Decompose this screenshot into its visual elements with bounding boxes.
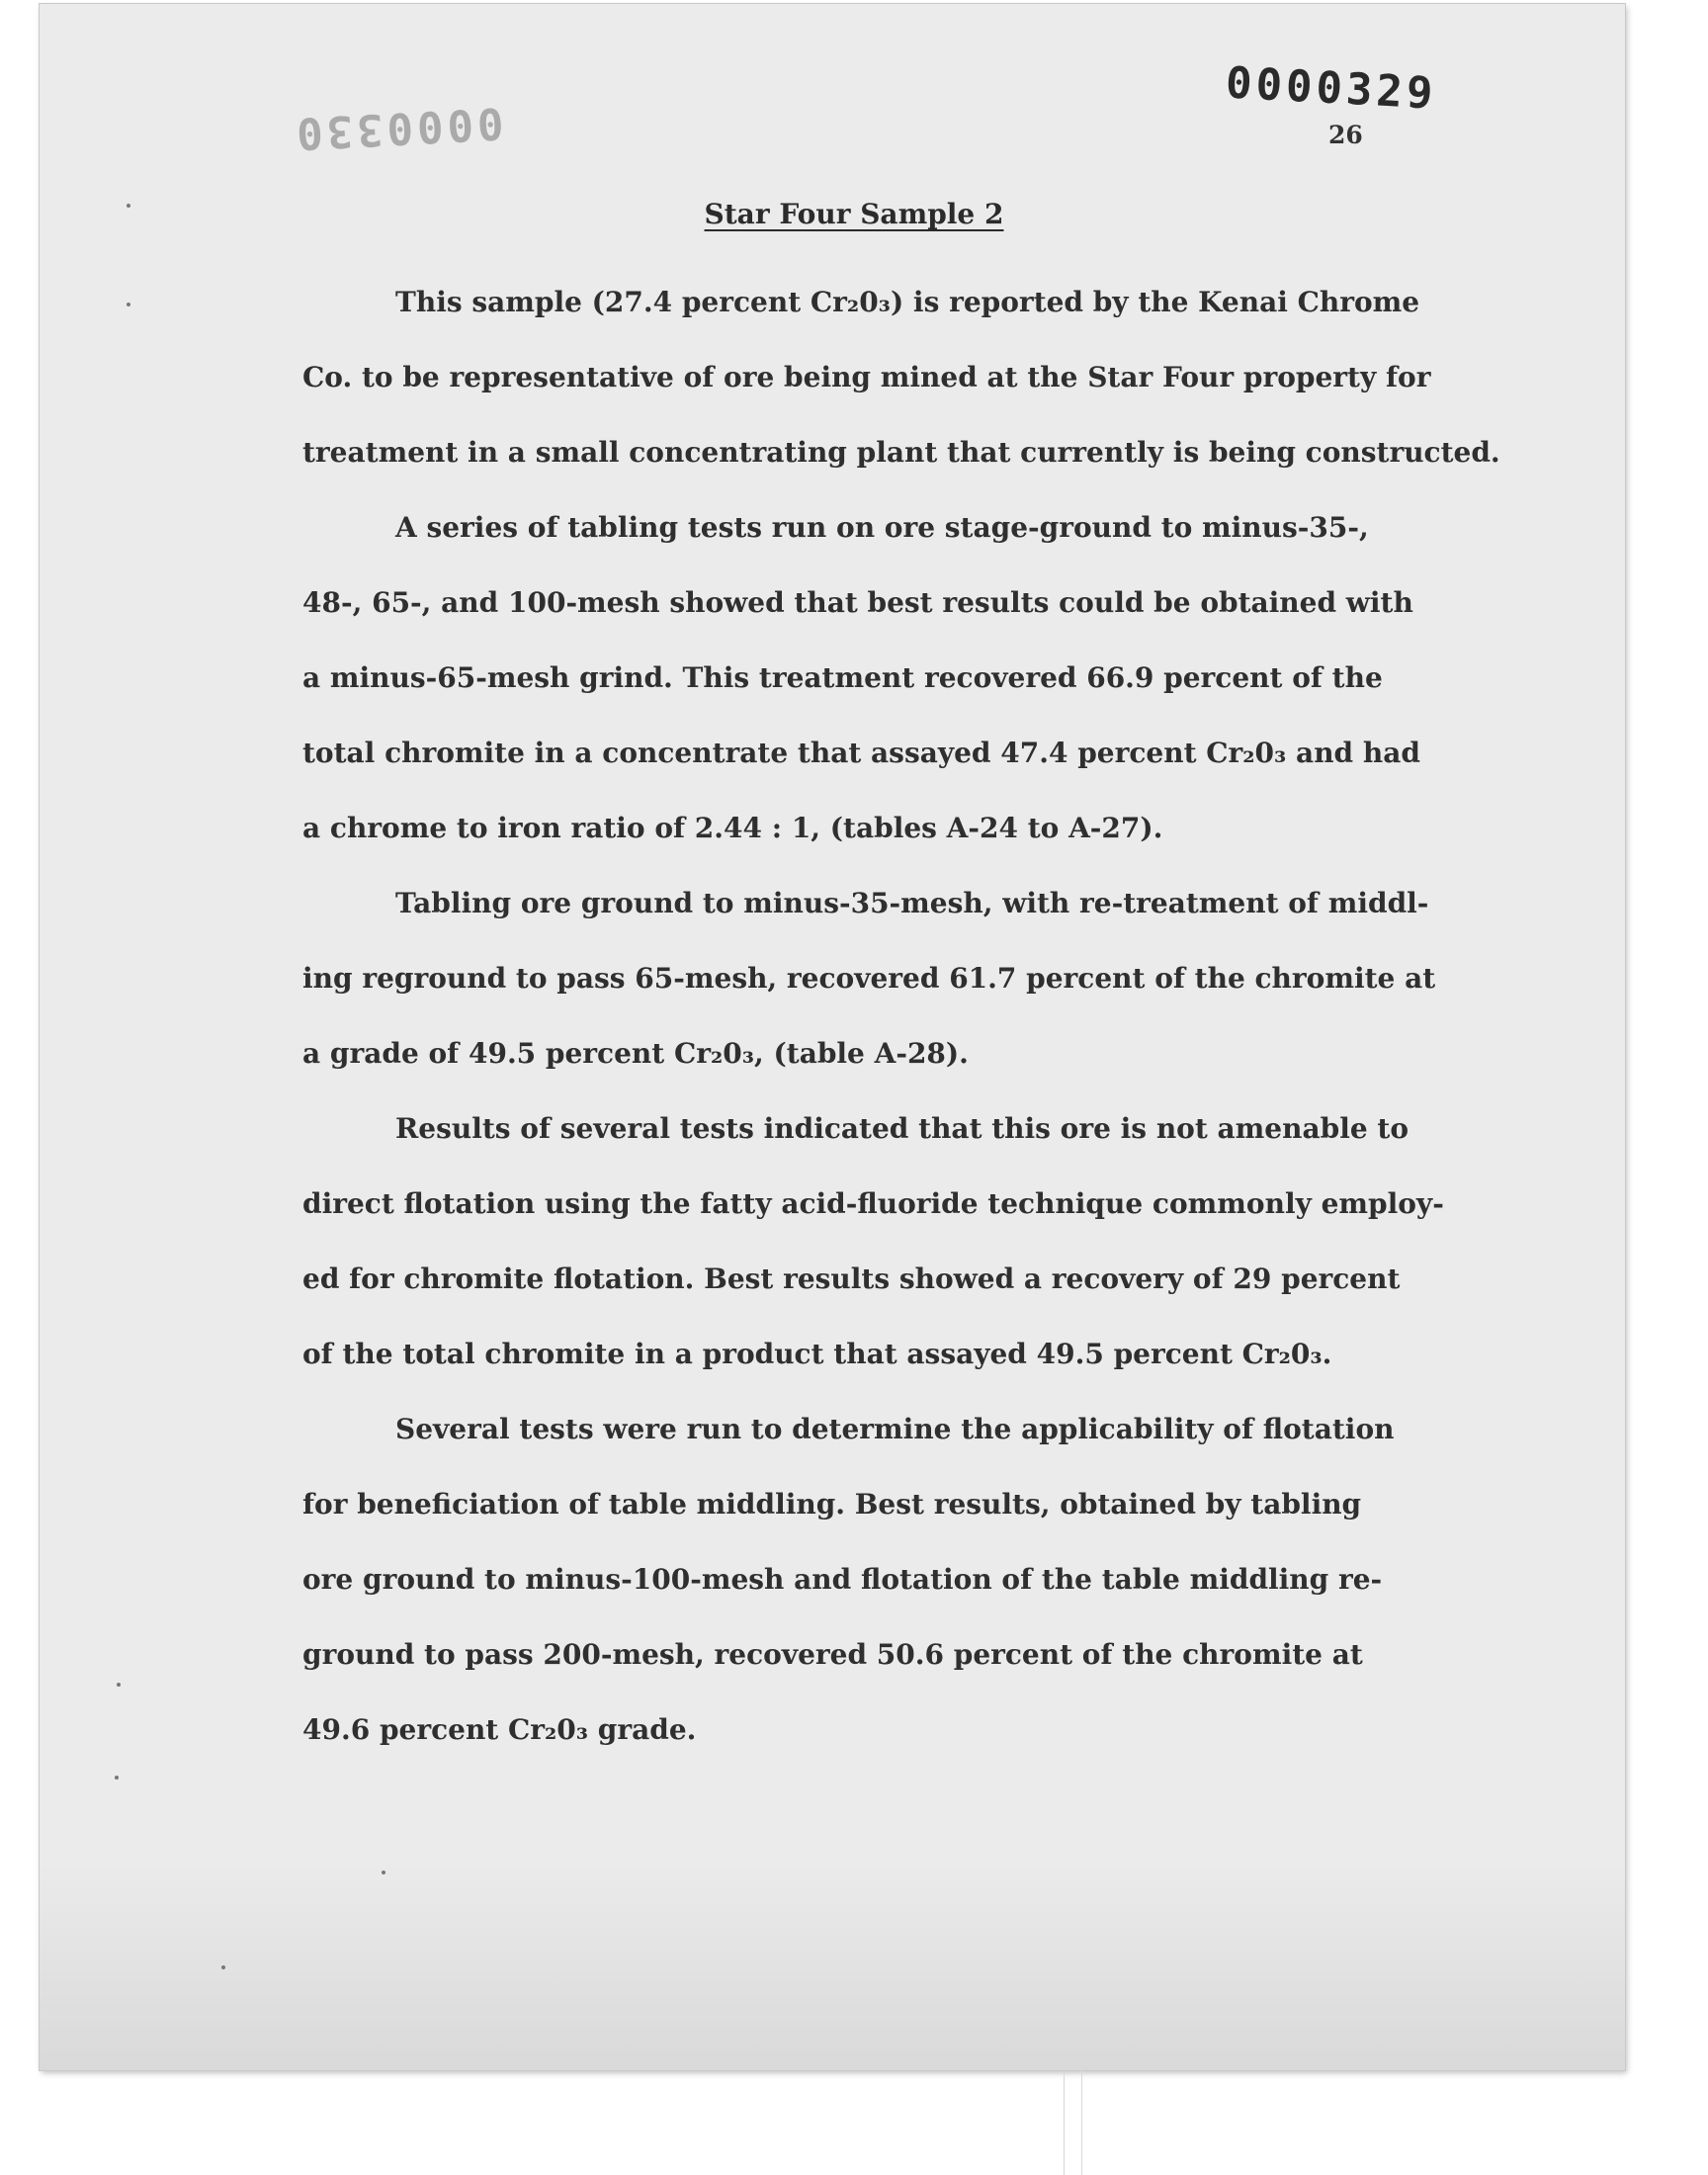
text-line: treatment in a small concentrating plant that currently is being constructed.	[302, 436, 1500, 469]
text-line: Results of several tests indicated that this ore is not amenable to	[395, 1112, 1409, 1145]
text-line: ing reground to pass 65-mesh, recovered 61.7 percent of the chromite at	[302, 962, 1436, 995]
text-line: for beneficiation of table middling. Best results, obtained by tabling	[302, 1488, 1362, 1521]
text-line: a minus-65-mesh grind. This treatment recovered 66.9 percent of the	[302, 661, 1383, 694]
scan-edge-line	[1064, 2070, 1065, 2175]
text-line: 48-, 65-, and 100-mesh showed that best results could be obtained with	[302, 586, 1413, 619]
scan-speck	[127, 303, 130, 306]
text-line: a chrome to iron ratio of 2.44 : 1, (tables A-24 to A-27).	[302, 812, 1163, 844]
text-line: total chromite in a concentrate that assayed 47.4 percent Cr₂0₃ and had	[302, 737, 1420, 769]
faded-document-number-stamp: 0000330	[291, 97, 505, 159]
scan-shadow	[40, 1863, 1625, 2070]
scan-speck	[117, 1683, 121, 1687]
section-title: Star Four Sample 2	[704, 198, 1004, 230]
scan-edge-line	[1081, 2070, 1082, 2175]
text-line: ore ground to minus-100-mesh and flotation of the table middling re-	[302, 1563, 1383, 1596]
text-line: 49.6 percent Cr₂0₃ grade.	[302, 1713, 697, 1746]
text-line: Tabling ore ground to minus-35-mesh, with re-treatment of middl-	[395, 887, 1429, 919]
text-line: a grade of 49.5 percent Cr₂0₃, (table A-28).	[302, 1037, 969, 1070]
scan-speck	[127, 204, 130, 208]
text-line: of the total chromite in a product that assayed 49.5 percent Cr₂0₃.	[302, 1338, 1332, 1370]
text-line: This sample (27.4 percent Cr₂0₃) is reported by the Kenai Chrome	[395, 286, 1420, 318]
scan-speck	[382, 1870, 385, 1874]
text-line: A series of tabling tests run on ore stage-ground to minus-35-,	[395, 511, 1369, 544]
text-line: ground to pass 200-mesh, recovered 50.6 percent of the chromite at	[302, 1638, 1363, 1671]
scan-speck	[221, 1965, 225, 1969]
document-number-stamp: 0000329	[1224, 57, 1438, 120]
text-line: Co. to be representative of ore being mined at the Star Four property for	[302, 361, 1431, 393]
text-line: direct flotation using the fatty acid-fluoride technique commonly employ-	[302, 1187, 1444, 1220]
scan-speck	[115, 1776, 119, 1780]
text-line: Several tests were run to determine the applicability of flotation	[395, 1413, 1395, 1445]
text-line: ed for chromite flotation. Best results showed a recovery of 29 percent	[302, 1262, 1401, 1295]
page-number: 26	[1328, 121, 1363, 149]
document-body	[302, 265, 1500, 1768]
section-title-container	[0, 198, 1708, 230]
